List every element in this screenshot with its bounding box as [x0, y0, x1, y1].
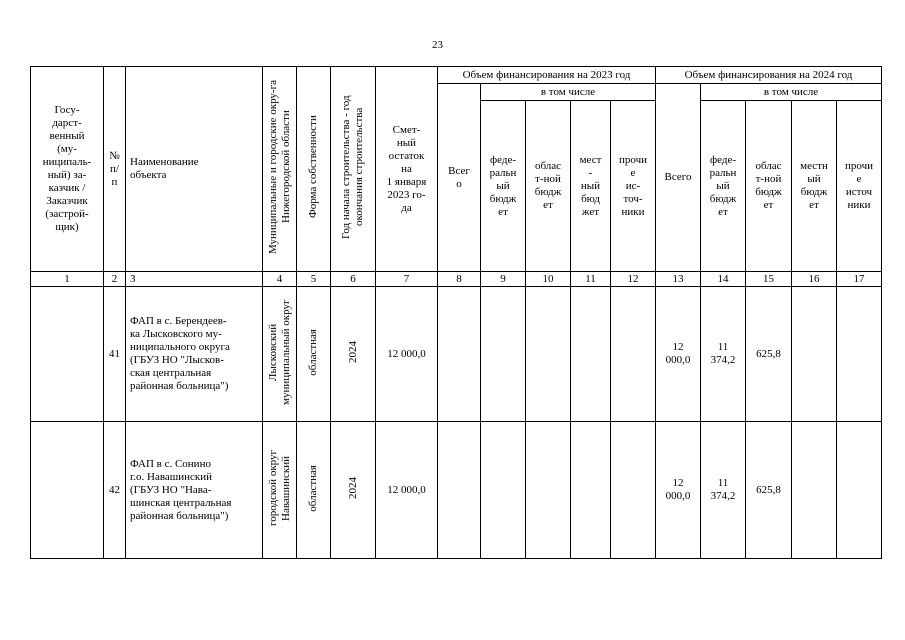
header-municipality: Муниципальные и городские окру-га Нижегородской области: [266, 80, 292, 254]
cell-ownership: областная: [307, 464, 319, 512]
cell-federal-2023: [481, 287, 526, 422]
header-fin-2024: Объем финансирования на 2024 год: [656, 67, 882, 84]
header-other-2023: прочи е ис- точ- ники: [611, 101, 656, 272]
cell-municipality-cell: [263, 287, 297, 422]
column-number: 16: [792, 272, 837, 287]
cell-other-2023: [611, 287, 656, 422]
cell-ownership: областная: [307, 328, 319, 376]
cell-local-2024: [792, 422, 837, 559]
header-local-2023: мест - ный бюд жет: [571, 101, 611, 272]
cell-federal-2024: 11 374,2: [701, 422, 746, 559]
cell-total-2023: [438, 422, 481, 559]
cell-other-2024: [837, 422, 882, 559]
cell-years: 2024: [346, 477, 359, 499]
cell-local-2024: [792, 287, 837, 422]
cell-num: 42: [104, 422, 126, 559]
column-number: 9: [481, 272, 526, 287]
header-federal-2023: феде- ральн ый бюдж ет: [481, 101, 526, 272]
cell-num: 41: [104, 287, 126, 422]
column-number: 8: [438, 272, 481, 287]
header-total-2023: Всег о: [438, 84, 481, 272]
cell-regional-2024: 625,8: [746, 422, 792, 559]
cell-municipality: Лысковский муниципальный округ: [266, 299, 292, 405]
cell-total-2024: 12 000,0: [656, 287, 701, 422]
cell-total-2023: [438, 287, 481, 422]
header-municipality-cell: [263, 67, 297, 272]
header-name: Наименование объекта: [126, 67, 263, 272]
header-ownership-cell: [297, 67, 331, 272]
table-row: [31, 422, 882, 559]
cell-balance: 12 000,0: [376, 287, 438, 422]
cell-years: 2024: [346, 341, 359, 363]
cell-other-2024: [837, 287, 882, 422]
header-balance: Смет- ный остаток на 1 января 2023 го- да: [376, 67, 438, 272]
cell-local-2023: [571, 287, 611, 422]
cell-regional-2023: [526, 287, 571, 422]
header-ownership: Форма собственности: [307, 115, 319, 219]
table-row: [31, 287, 882, 422]
header-total-2024: Всего: [656, 84, 701, 272]
header-customer: Госу- дарст- венный (му- ниципаль- ный) за- казчик / Заказчик (застрой- щик): [31, 67, 104, 272]
cell-name: ФАП в с. Берендеев- ка Лысковского му- ниципального округа (ГБУЗ НО "Лысков- ская центральная районная больница"): [126, 287, 263, 422]
column-number: 4: [263, 272, 297, 287]
cell-years-cell: [331, 422, 376, 559]
cell-balance: 12 000,0: [376, 422, 438, 559]
header-regional-2024: облас т-ной бюдж ет: [746, 101, 792, 272]
cell-municipality-cell: [263, 422, 297, 559]
cell-other-2023: [611, 422, 656, 559]
cell-customer: [31, 287, 104, 422]
header-other-2024: прочи е источ ники: [837, 101, 882, 272]
header-local-2024: местн ый бюдж ет: [792, 101, 837, 272]
cell-ownership-cell: [297, 422, 331, 559]
column-number: 17: [837, 272, 882, 287]
cell-ownership-cell: [297, 287, 331, 422]
cell-local-2023: [571, 422, 611, 559]
cell-federal-2024: 11 374,2: [701, 287, 746, 422]
cell-total-2024: 12 000,0: [656, 422, 701, 559]
cell-name: ФАП в с. Сонино г.о. Навашинский (ГБУЗ НО "Нава- шинская центральная районная больница"): [126, 422, 263, 559]
column-number: 13: [656, 272, 701, 287]
financing-table: [30, 66, 882, 559]
column-number: 5: [297, 272, 331, 287]
column-number: 2: [104, 272, 126, 287]
header-num: № п/ п: [104, 67, 126, 272]
column-number: 3: [126, 272, 263, 287]
cell-regional-2024: 625,8: [746, 287, 792, 422]
cell-federal-2023: [481, 422, 526, 559]
column-number: 15: [746, 272, 792, 287]
cell-years-cell: [331, 287, 376, 422]
cell-municipality: городской округ Навашинский: [266, 449, 292, 527]
header-years-cell: [331, 67, 376, 272]
cell-regional-2023: [526, 422, 571, 559]
page-number: 23: [432, 39, 443, 51]
header-federal-2024: феде- ральн ый бюдж ет: [701, 101, 746, 272]
header-years: Год начала строительства - год окончания строительства: [340, 95, 365, 239]
column-number: 6: [331, 272, 376, 287]
column-number: 14: [701, 272, 746, 287]
column-number: 12: [611, 272, 656, 287]
column-number: 11: [571, 272, 611, 287]
header-regional-2023: облас т-ной бюдж ет: [526, 101, 571, 272]
column-number: 1: [31, 272, 104, 287]
header-including-2023: в том числе: [481, 84, 656, 101]
cell-customer: [31, 422, 104, 559]
column-number: 10: [526, 272, 571, 287]
column-number: 7: [376, 272, 438, 287]
header-fin-2023: Объем финансирования на 2023 год: [438, 67, 656, 84]
header-including-2024: в том числе: [701, 84, 882, 101]
